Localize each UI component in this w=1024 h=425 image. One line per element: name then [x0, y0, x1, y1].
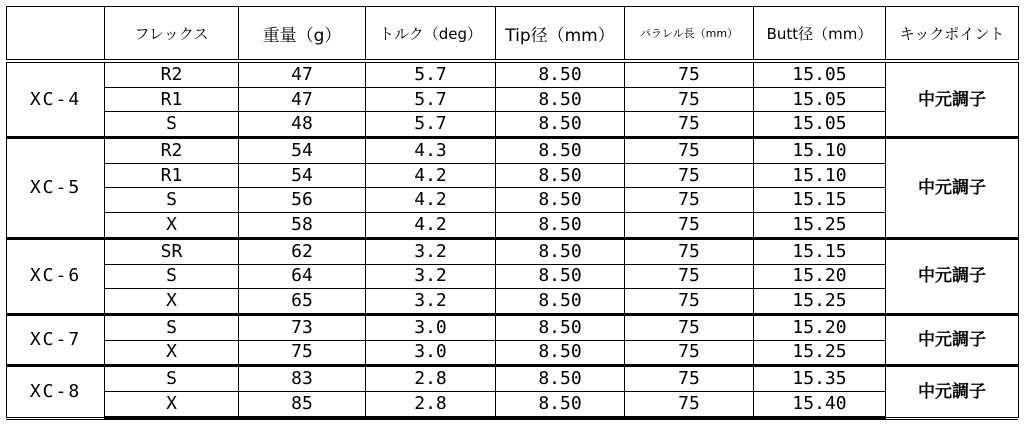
table-row — [7, 213, 1019, 239]
weight-cell: 54 — [239, 163, 366, 188]
kick-point-cell: 中元調子 — [886, 314, 1019, 365]
torque-cell: 2.8 — [366, 391, 496, 417]
spec-table-body — [7, 61, 1019, 417]
table-row — [7, 61, 1019, 87]
weight-cell: 64 — [239, 264, 366, 289]
shaft-spec-table — [6, 6, 1019, 419]
header-weight: 重量（g） — [239, 7, 366, 62]
butt-diameter-cell: 15.40 — [754, 391, 886, 417]
butt-diameter-cell: 15.05 — [754, 112, 886, 138]
header-tip-diameter: Tip径（mm） — [496, 7, 625, 62]
flex-cell: X — [105, 340, 239, 366]
torque-cell: 3.0 — [366, 340, 496, 366]
torque-cell: 4.2 — [366, 213, 496, 239]
flex-cell: R2 — [105, 138, 239, 164]
parallel-length-cell: 75 — [625, 340, 754, 366]
tip-diameter-cell: 8.50 — [496, 138, 625, 164]
tip-diameter-cell: 8.50 — [496, 366, 625, 392]
model-cell: XC-8 — [7, 366, 105, 417]
tip-diameter-cell: 8.50 — [496, 340, 625, 366]
table-row — [7, 87, 1019, 112]
header-model — [7, 7, 105, 62]
weight-cell: 48 — [239, 112, 366, 138]
butt-diameter-cell: 15.35 — [754, 366, 886, 392]
header-torque: トルク（deg） — [366, 7, 496, 62]
parallel-length-cell: 75 — [625, 188, 754, 213]
butt-diameter-cell: 15.25 — [754, 340, 886, 366]
weight-cell: 83 — [239, 366, 366, 392]
tip-diameter-cell: 8.50 — [496, 61, 625, 87]
flex-cell: S — [105, 264, 239, 289]
table-row — [7, 289, 1019, 315]
torque-cell: 4.3 — [366, 138, 496, 164]
table-row — [7, 112, 1019, 138]
weight-cell: 47 — [239, 87, 366, 112]
model-cell: XC-5 — [7, 138, 105, 239]
weight-cell: 73 — [239, 314, 366, 340]
torque-cell: 5.7 — [366, 61, 496, 87]
flex-cell: R2 — [105, 61, 239, 87]
table-row — [7, 391, 1019, 417]
kick-point-cell: 中元調子 — [886, 238, 1019, 314]
weight-cell: 54 — [239, 138, 366, 164]
weight-cell: 85 — [239, 391, 366, 417]
flex-cell: S — [105, 188, 239, 213]
tip-diameter-cell: 8.50 — [496, 188, 625, 213]
butt-diameter-cell: 15.25 — [754, 289, 886, 315]
butt-diameter-cell: 15.10 — [754, 138, 886, 164]
torque-cell: 3.2 — [366, 289, 496, 315]
header-flex: フレックス — [105, 7, 239, 62]
model-cell: XC-4 — [7, 61, 105, 138]
parallel-length-cell: 75 — [625, 61, 754, 87]
flex-cell: SR — [105, 238, 239, 264]
torque-cell: 3.2 — [366, 238, 496, 264]
butt-diameter-cell: 15.25 — [754, 213, 886, 239]
torque-cell: 4.2 — [366, 188, 496, 213]
table-row — [7, 264, 1019, 289]
table-row — [7, 340, 1019, 366]
butt-diameter-cell: 15.20 — [754, 264, 886, 289]
parallel-length-cell: 75 — [625, 289, 754, 315]
weight-cell: 75 — [239, 340, 366, 366]
torque-cell: 2.8 — [366, 366, 496, 392]
torque-cell: 5.7 — [366, 112, 496, 138]
butt-diameter-cell: 15.05 — [754, 61, 886, 87]
kick-point-cell: 中元調子 — [886, 366, 1019, 417]
parallel-length-cell: 75 — [625, 314, 754, 340]
parallel-length-cell: 75 — [625, 163, 754, 188]
parallel-length-cell: 75 — [625, 112, 754, 138]
table-row — [7, 188, 1019, 213]
torque-cell: 3.2 — [366, 264, 496, 289]
flex-cell: S — [105, 112, 239, 138]
table-row — [7, 163, 1019, 188]
parallel-length-cell: 75 — [625, 87, 754, 112]
butt-diameter-cell: 15.15 — [754, 188, 886, 213]
header-kick-point: キックポイント — [886, 7, 1019, 62]
flex-cell: R1 — [105, 163, 239, 188]
tip-diameter-cell: 8.50 — [496, 238, 625, 264]
weight-cell: 58 — [239, 213, 366, 239]
butt-diameter-cell: 15.20 — [754, 314, 886, 340]
table-row — [7, 366, 1019, 392]
butt-diameter-cell: 15.10 — [754, 163, 886, 188]
flex-cell: X — [105, 391, 239, 417]
flex-cell: R1 — [105, 87, 239, 112]
header-butt-diameter: Butt径（mm） — [754, 7, 886, 62]
torque-cell: 5.7 — [366, 87, 496, 112]
table-row — [7, 314, 1019, 340]
model-cell: XC-6 — [7, 238, 105, 314]
model-cell: XC-7 — [7, 314, 105, 365]
tip-diameter-cell: 8.50 — [496, 391, 625, 417]
tip-diameter-cell: 8.50 — [496, 87, 625, 112]
parallel-length-cell: 75 — [625, 264, 754, 289]
kick-point-cell: 中元調子 — [886, 61, 1019, 138]
parallel-length-cell: 75 — [625, 391, 754, 417]
torque-cell: 4.2 — [366, 163, 496, 188]
tip-diameter-cell: 8.50 — [496, 314, 625, 340]
table-row — [7, 238, 1019, 264]
butt-diameter-cell: 15.15 — [754, 238, 886, 264]
tip-diameter-cell: 8.50 — [496, 112, 625, 138]
kick-point-cell: 中元調子 — [886, 138, 1019, 239]
tip-diameter-cell: 8.50 — [496, 264, 625, 289]
weight-cell: 65 — [239, 289, 366, 315]
parallel-length-cell: 75 — [625, 366, 754, 392]
tip-diameter-cell: 8.50 — [496, 213, 625, 239]
parallel-length-cell: 75 — [625, 238, 754, 264]
flex-cell: X — [105, 213, 239, 239]
torque-cell: 3.0 — [366, 314, 496, 340]
bottom-rule — [6, 419, 1018, 420]
header-row — [7, 7, 1019, 62]
tip-diameter-cell: 8.50 — [496, 289, 625, 315]
tip-diameter-cell: 8.50 — [496, 163, 625, 188]
weight-cell: 62 — [239, 238, 366, 264]
butt-diameter-cell: 15.05 — [754, 87, 886, 112]
weight-cell: 47 — [239, 61, 366, 87]
flex-cell: S — [105, 314, 239, 340]
parallel-length-cell: 75 — [625, 138, 754, 164]
flex-cell: S — [105, 366, 239, 392]
flex-cell: X — [105, 289, 239, 315]
weight-cell: 56 — [239, 188, 366, 213]
header-parallel-length: パラレル長（mm） — [625, 7, 754, 62]
table-row — [7, 138, 1019, 164]
parallel-length-cell: 75 — [625, 213, 754, 239]
